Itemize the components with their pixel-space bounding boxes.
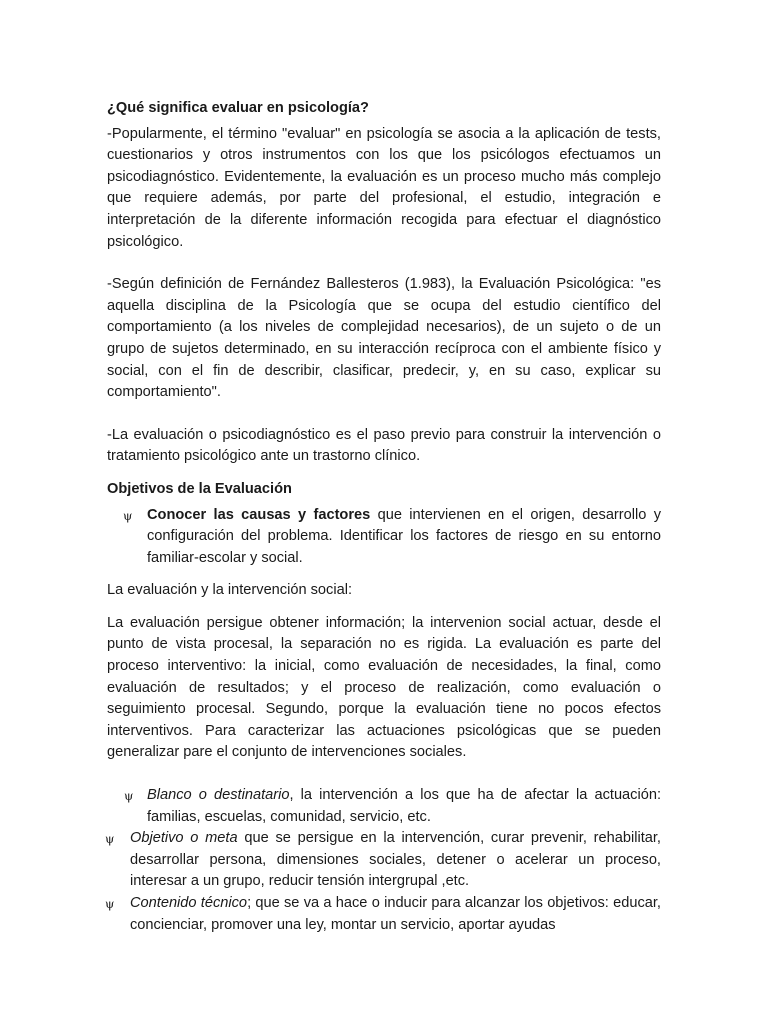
psi-bullet-icon: ψ: [105, 832, 115, 847]
paragraph-popularmente: -Popularmente, el término "evaluar" en psicología se asocia a la aplicación de tests, cuestionarios y otros instrumentos con los que los psicólogos efectuamos un psicodiagnóstico. Evidentemente, la evaluación es un proceso mucho más complejo que requiere además, por parte del profesional, el estudio, integración e interpretación de la diferente información recogida para efectuar el diagnóstico psicológico.: [107, 125, 661, 250]
item-italic-term: Objetivo o meta: [130, 830, 238, 847]
list-item-objetivo-meta: [107, 828, 661, 893]
psi-bullet-icon: ψ: [124, 789, 134, 804]
objetivo-text: que intervienen en el origen, desarrollo y configuración del problema. Identificar los factores de riesgo en su entorno familiar-escolar y social.: [147, 506, 662, 566]
psi-bullet-icon: ψ: [123, 508, 133, 523]
item-italic-term: Contenido técnico: [130, 895, 248, 911]
item-text: , la intervención a los que ha de afectar la actuación: familias, escuelas, comunidad, servicio, etc.: [147, 787, 661, 825]
section-heading-objetivos: Objetivos de la Evaluación: [107, 480, 292, 497]
list-item-objetivo: [107, 505, 661, 570]
item-text: ; que se va a hace o inducir para alcanzar los objetivos: educar, concienciar, promover una ley, montar un servicio, aportar ayudas: [130, 895, 661, 933]
item-text: que se persigue en la intervención, curar prevenir, rehabilitar, desarrollar persona, dimensiones sociales, detener o acelerar un proceso, interesar a un grupo, reducir tensión intergrupal ,etc.: [130, 830, 661, 890]
list-item-contenido: [107, 893, 661, 936]
objetivo-bold-text: Conocer las causas y factores: [147, 506, 371, 523]
paragraph-definicion: -Según definición de Fernández Ballesteros (1.983), la Evaluación Psicológica: "es aquella disciplina de la Psicología que se ocupa del estudio científico del comportamiento (a los niveles de complejidad necesarios), de un sujeto o de un grupo de sujetos determinado, en su interacción recíproca con el ambiente físico y social, con el fin de describir, clasificar, predecir, y, en su caso, explicar su comportamiento".: [107, 276, 661, 401]
paragraph-paso-previo: -La evaluación o psicodiagnóstico es el paso previo para construir la intervención o tratamiento psicológico ante un trastorno clínico.: [107, 426, 661, 465]
page-title: ¿Qué significa evaluar en psicología?: [107, 100, 369, 116]
paragraph-intervencion: La evaluación persigue obtener información; la intervenion social actuar, desde el punto de vista procesal, la separación no es rigida. La evaluación es parte del proceso interventivo: la inicial, como evaluación de necesidades, la final, como evaluación de resultados; y el proceso de realización, como evaluación o seguimiento procesal. Segundo, porque la evaluación tiene no pocos efectos interventivos. Para caracterizar las actuaciones psicológicas que se pueden generalizar pare el conjunto de intervenciones sociales.: [107, 614, 661, 761]
psi-bullet-icon: ψ: [105, 897, 115, 911]
document-page: [107, 98, 661, 936]
item-italic-term: Blanco o destinatario: [147, 787, 290, 804]
list-item-blanco: [107, 785, 661, 828]
section-subtitle-intervencion: La evaluación y la intervención social:: [107, 582, 352, 599]
